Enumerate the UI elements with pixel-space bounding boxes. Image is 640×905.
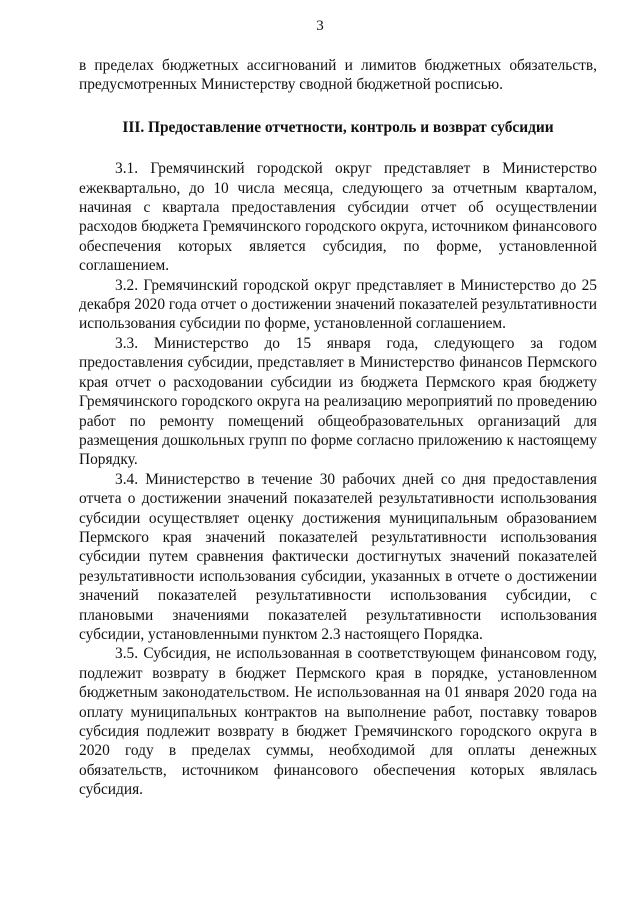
clause-3-1: 3.1. Гремячинский городской округ представляет в Министерство ежеквартально, до 10 числа месяца, следующего за отчетным кварталом, начиная с квартала предоставления субсидии отчет об осуществлении расходов бюджета Гремячинского городского округа, источником финансового обеспечения которых является субсидия, по форме, установленной соглашением. [79,160,597,275]
clause-3-4: 3.4. Министерство в течение 30 рабочих дней со дня предоставления отчета о достижении значений показателей результативности использования субсидии осуществляет оценку достижения муниципальным образованием Пермского края значений показателей результативности использования субсидии путем сравнения фактически достигнутых значений показателей результативности использования субсидии, указанных в отчете о достижении значений показателей результативности использования субсидии, с плановыми значениями показателей результативности использования субсидии, установленными пунктом 2.3 настоящего Порядка. [79,470,597,643]
page-number: 3 [316,18,324,34]
intro-paragraph: в пределах бюджетных ассигнований и лимитов бюджетных обязательств, предусмотренных Министерству сводной бюджетной росписью. [79,57,597,94]
clause-3-5: 3.5. Субсидия, не использованная в соответствующем финансовом году, подлежит возврату в бюджет Пермского края в порядке, установленном бюджетным законодательством. Не использованная на 01 января 2020 года на оплату муниципальных контрактов на выполнение работ, поставку товаров субсидия подлежит возврату в бюджет Гремячинского городского округа в 2020 году в пределах суммы, необходимой для оплаты денежных обязательств, источником финансового обеспечения которых являлась субсидия. [79,645,597,799]
document-body [79,56,597,800]
section-heading: III. Предоставление отчетности, контроль и возврат субсидии [122,118,554,136]
clause-3-2: 3.2. Гремячинский городской округ представляет в Министерство до 25 декабря 2020 года отчет о достижении значений показателей результативности использования субсидии по форме, установленной соглашением. [79,276,597,333]
clause-3-3: 3.3. Министерство до 15 января года, следующего за годом предоставления субсидии, представляет в Министерство финансов Пермского края отчет о расходовании субсидии из бюджета Пермского края бюджету Гремячинского городского округа на реализацию мероприятий по проведению работ по ремонту помещений общеобразовательных организаций для размещения дошкольных групп по форме согласно приложению к настоящему Порядку. [79,334,597,469]
